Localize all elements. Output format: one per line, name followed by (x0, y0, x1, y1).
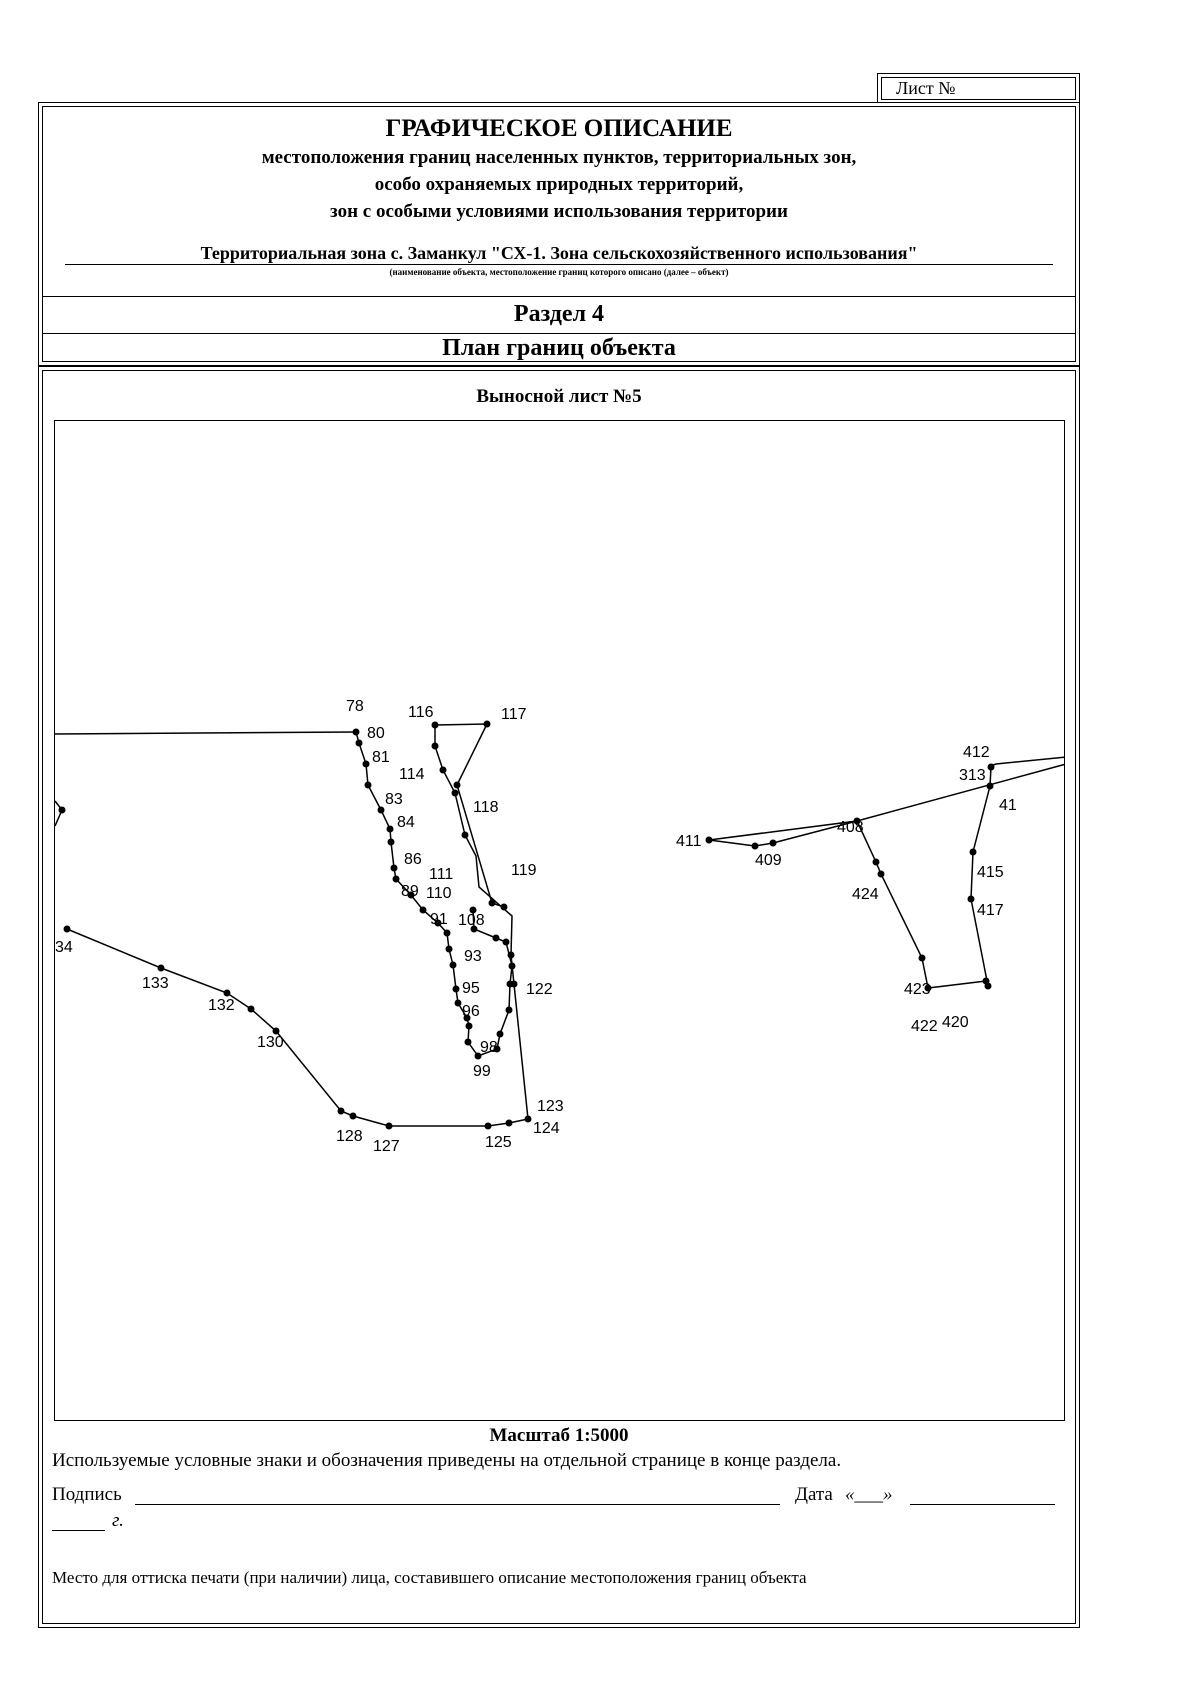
point-98a (466, 1023, 473, 1030)
label-119: 119 (511, 862, 537, 879)
label-130: 130 (257, 1034, 284, 1051)
year-suffix: г. (112, 1510, 124, 1531)
section-title: План границ объекта (442, 335, 676, 361)
point-419 (985, 983, 992, 990)
point-410 (752, 843, 759, 850)
point-116 (432, 722, 439, 729)
label-420: 420 (942, 1014, 969, 1031)
point-120 (501, 904, 508, 911)
point-423a (919, 955, 926, 962)
point-135 (59, 807, 66, 814)
subtitle-line-1: местоположения границ населенных пунктов, территориальных зон, (261, 147, 857, 168)
point-124 (506, 1120, 513, 1127)
date-month-line[interactable] (910, 1504, 1055, 1505)
label-409: 409 (755, 852, 782, 869)
point-107 (509, 963, 516, 970)
point-129 (338, 1108, 345, 1115)
label-125: 125 (485, 1134, 512, 1151)
label-89: 89 (401, 883, 419, 900)
point-101 (506, 1007, 513, 1014)
boundary-line-north (55, 732, 356, 734)
point-425 (873, 859, 880, 866)
point-108 (503, 939, 510, 946)
point-41 (987, 783, 994, 790)
point-90 (420, 907, 427, 914)
label-411: 411 (676, 833, 702, 850)
signature-row (52, 1484, 1068, 1510)
date-day[interactable]: «___» (845, 1484, 893, 1505)
point-99a (465, 1039, 472, 1046)
point-78 (353, 729, 360, 736)
point-122 (511, 981, 518, 988)
label-417: 417 (977, 902, 1004, 919)
label-122: 122 (526, 981, 553, 998)
label-78: 78 (346, 698, 364, 715)
point-94 (450, 962, 457, 969)
label-81: 81 (372, 749, 390, 766)
point-118 (454, 782, 461, 789)
label-93: 93 (464, 948, 482, 965)
label-80: 80 (367, 725, 385, 742)
point-85 (388, 839, 395, 846)
point-86 (391, 865, 398, 872)
point-415 (970, 849, 977, 856)
label-108: 108 (458, 912, 485, 929)
sheet-number-box (877, 73, 1080, 103)
date-label: Дата (795, 1484, 833, 1505)
document-title: ГРАФИЧЕСКОЕ ОПИСАНИЕ (385, 115, 733, 142)
east-boundary-4 (990, 757, 1065, 766)
subtitle-line-3: зон с особыми условиями использования территории (330, 201, 788, 222)
point-123 (525, 1116, 532, 1123)
object-name: Территориальная зона с. Заманкул "СХ-1. Зона сельскохозяйственного использования" (200, 243, 918, 263)
point-411 (706, 837, 713, 844)
label-99: 99 (473, 1063, 491, 1080)
label-422: 422 (911, 1018, 938, 1035)
point-131 (248, 1006, 255, 1013)
point-127 (386, 1123, 393, 1130)
header-divider-2 (43, 333, 1075, 334)
label-84: 84 (397, 814, 415, 831)
boundary-line-west-stub (55, 801, 62, 826)
label-111: 111 (429, 866, 454, 883)
label-124: 124 (533, 1120, 560, 1137)
point-93 (446, 946, 453, 953)
label-408: 408 (837, 819, 864, 836)
document-header (38, 102, 1080, 366)
point-133 (158, 965, 165, 972)
point-81 (363, 761, 370, 768)
object-caption: (наименование объекта, местоположение границ которого описано (далее – объект) (389, 267, 729, 277)
point-128 (350, 1113, 357, 1120)
label-114: 114 (399, 766, 425, 783)
year-row (52, 1510, 252, 1536)
label-116: 116 (408, 704, 434, 721)
point-132 (224, 990, 231, 997)
label-133: 133 (142, 975, 169, 992)
point-109 (493, 935, 500, 942)
point-424 (878, 871, 885, 878)
label-34: 34 (55, 939, 73, 956)
label-86: 86 (404, 851, 422, 868)
point-98 (497, 1031, 504, 1038)
point-409 (770, 840, 777, 847)
point-92 (444, 930, 451, 937)
boundary-plan-svg (55, 421, 1065, 1421)
point-125 (485, 1123, 492, 1130)
label-128: 128 (336, 1128, 363, 1145)
point-112 (462, 832, 469, 839)
point-134 (64, 926, 71, 933)
section-number: Раздел 4 (513, 301, 605, 327)
label-313: 313 (959, 767, 986, 784)
point-119 (489, 900, 496, 907)
point-83 (378, 807, 385, 814)
label-95: 95 (462, 980, 480, 997)
signature-line[interactable] (135, 1504, 780, 1505)
subtitle-line-2: особо охраняемых природных территорий, (374, 174, 744, 195)
year-line[interactable] (52, 1530, 105, 1531)
point-82 (365, 782, 372, 789)
point-121 (508, 952, 515, 959)
point-84 (387, 826, 394, 833)
object-name-underline (65, 264, 1053, 265)
label-83: 83 (385, 791, 403, 808)
point-117 (484, 721, 491, 728)
label-415: 415 (977, 864, 1004, 881)
label-412: 412 (963, 744, 990, 761)
legend-note: Используемые условные знаки и обозначения приведены на отдельной странице в конце раздела. (52, 1450, 842, 1471)
boundary-plan-map (54, 420, 1065, 1421)
map-title: Выносной лист №5 (476, 386, 642, 407)
boundary-line-south (67, 929, 528, 1126)
label-117: 117 (501, 706, 527, 723)
point-114 (440, 767, 447, 774)
point-96 (455, 1000, 462, 1007)
label-424: 424 (852, 886, 879, 903)
point-80 (356, 740, 363, 747)
point-87 (393, 876, 400, 883)
label-98: 98 (480, 1039, 498, 1056)
label-423: 423 (904, 981, 931, 998)
point-115 (432, 743, 439, 750)
label-132: 132 (208, 997, 235, 1014)
label-41: 41 (999, 797, 1017, 814)
stamp-note: Место для оттиска печати (при наличии) лица, составившего описание местоположения границ объекта (52, 1568, 807, 1587)
header-divider-1 (43, 296, 1075, 297)
map-scale: Масштаб 1:5000 (489, 1425, 629, 1446)
signature-label: Подпись (52, 1484, 122, 1505)
point-113 (452, 790, 459, 797)
point-95 (453, 986, 460, 993)
label-91: 91 (430, 911, 448, 928)
label-110: 110 (426, 885, 452, 902)
label-118: 118 (473, 799, 499, 816)
label-127: 127 (373, 1138, 400, 1155)
label-96: 96 (462, 1003, 480, 1020)
sheet-number-label: Лист № (881, 77, 1076, 100)
label-123: 123 (537, 1098, 564, 1115)
point-417 (968, 896, 975, 903)
point-412 (988, 764, 995, 771)
